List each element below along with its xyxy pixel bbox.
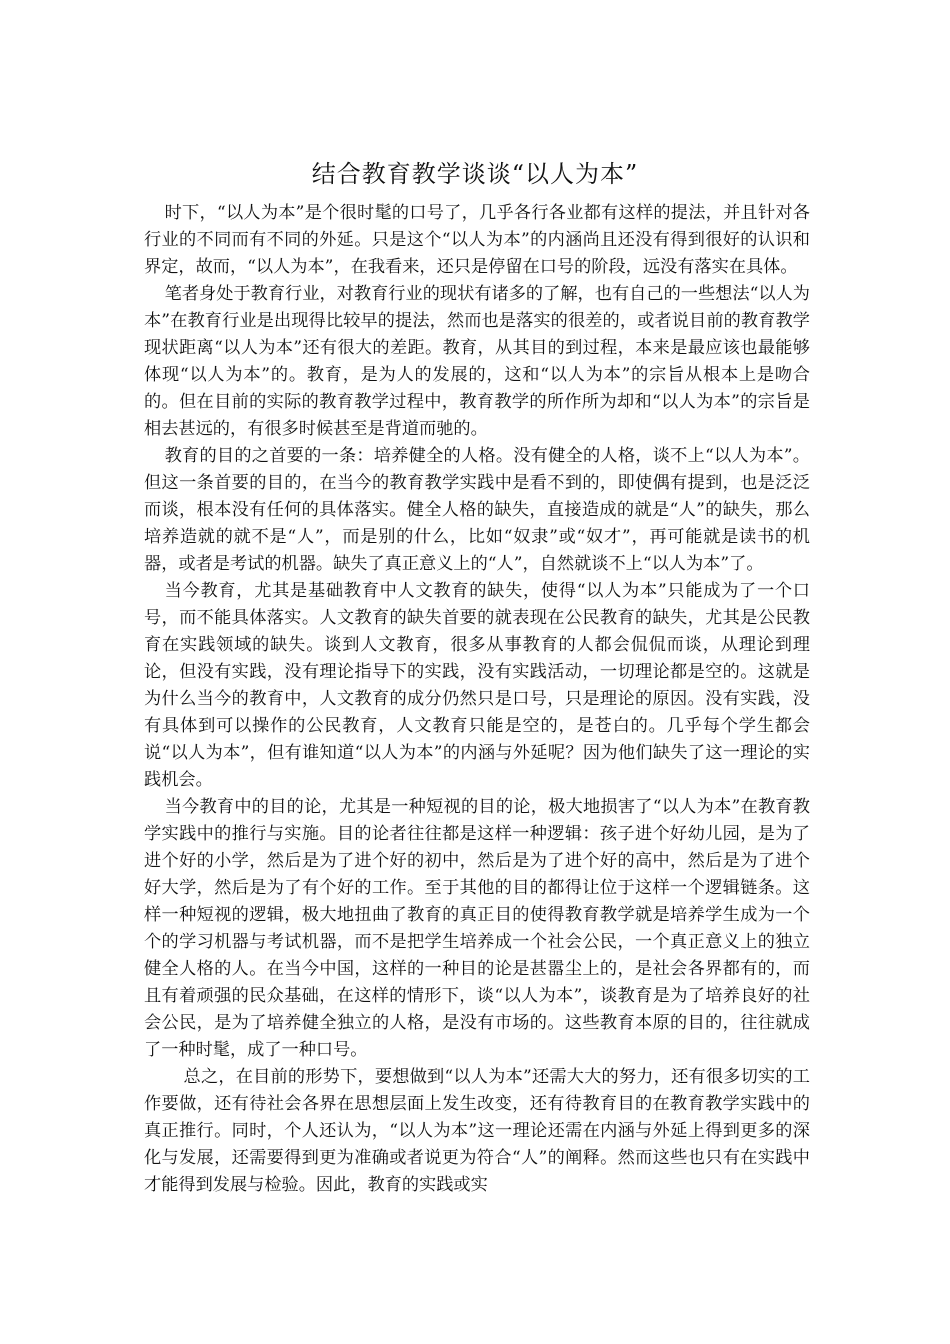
paragraph: 当今教育，尤其是基础教育中人文教育的缺失，使得“以人为本”只能成为了一个口号，而不能具体落实。人文教育的缺失首要的就表现在公民教育的缺失，尤其是公民教育在实践领域的缺失。谈到人文教育，很多从事教育的人都会侃侃而谈，从理论到理论，但没有实践，没有理论指导下的实践，没有实践活动，一切理论都是空的。这就是为什么当今的教育中，人文教育的成分仍然只是口号，只是理论的原因。没有实践，没有具体到可以操作的公民教育，人文教育只能是空的，是苍白的。几乎每个学生都会说“以人为本”，但有谁知道“以人为本”的内涵与外延呢？因为他们缺失了这一理论的实践机会。 <box>144 581 810 790</box>
paragraph: 当今教育中的目的论，尤其是一种短视的目的论，极大地损害了“以人为本”在教育教学实践中的推行与实施。目的论者往往都是这样一种逻辑：孩子进个好幼儿园，是为了进个好的小学，然后是为了进个好的初中，然后是为了进个好的高中，然后是为了进个好大学，然后是为了有个好的工作。至于其他的目的都得让位于这样一个逻辑链条。这样一种短视的逻辑，极大地扭曲了教育的真正目的使得教育教学就是培养学生成为一个个的学习机器与考试机器，而不是把学生培养成一个社会公民，一个真正意义上的独立健全人格的人。在当今中国，这样的一种目的论是甚嚣尘上的，是社会各界都有的，而且有着顽强的民众基础，在这样的情形下，谈“以人为本”，谈教育是为了培养良好的社会公民，是为了培养健全独立的人格，是没有市场的。这些教育本原的目的，往往就成了一种时髦，成了一种口号。 <box>144 797 810 1060</box>
document-body <box>144 200 810 1199</box>
paragraph: 时下，“以人为本”是个很时髦的口号了，几乎各行各业都有这样的提法，并且针对各行业的不同而有不同的外延。只是这个“以人为本”的内涵尚且还没有得到很好的认识和界定，故而，“以人为本”，在我看来，还只是停留在口号的阶段，远没有落实在具体。 <box>144 203 810 277</box>
paragraph: 总之，在目前的形势下，要想做到“以人为本”还需大大的努力，还有很多切实的工作要做，还有待社会各界在思想层面上发生改变，还有待教育目的在教育教学实践中的真正推行。同时，个人还认为，“以人为本”这一理论还需在内涵与外延上得到更多的深化与发展，还需要得到更为准确或者说更为符合“人”的阐释。然而这些也只有在实践中才能得到发展与检验。因此，教育的实践或实 <box>144 1067 810 1195</box>
document-title: 结合教育教学谈谈“以人为本” <box>311 160 639 188</box>
paragraph: 笔者身处于教育行业，对教育行业的现状有诸多的了解，也有自己的一些想法“以人为本”在教育行业是出现得比较早的提法，然而也是落实的很差的，或者说目前的教育教学现状距离“以人为本”还有很大的差距。教育，从其目的到过程，本来是最应该也最能够体现“以人为本”的。教育，是为人的发展的，这和“以人为本”的宗旨从根本上是吻合的。但在目前的实际的教育教学过程中，教育教学的所作所为却和“以人为本”的宗旨是相去甚远的，有很多时候甚至是背道而驰的。 <box>144 284 810 439</box>
paragraph: 教育的目的之首要的一条：培养健全的人格。没有健全的人格，谈不上“以人为本”。但这一条首要的目的，在当今的教育教学实践中是看不到的，即使偶有提到，也是泛泛而谈，根本没有任何的具体落实。健全人格的缺失，直接造成的就是“人”的缺失，那么培养造就的就不是“人”，而是别的什么，比如“奴隶”或“奴才”，再可能就是读书的机器，或者是考试的机器。缺失了真正意义上的“人”，自然就谈不上“以人为本”了。 <box>144 446 810 574</box>
